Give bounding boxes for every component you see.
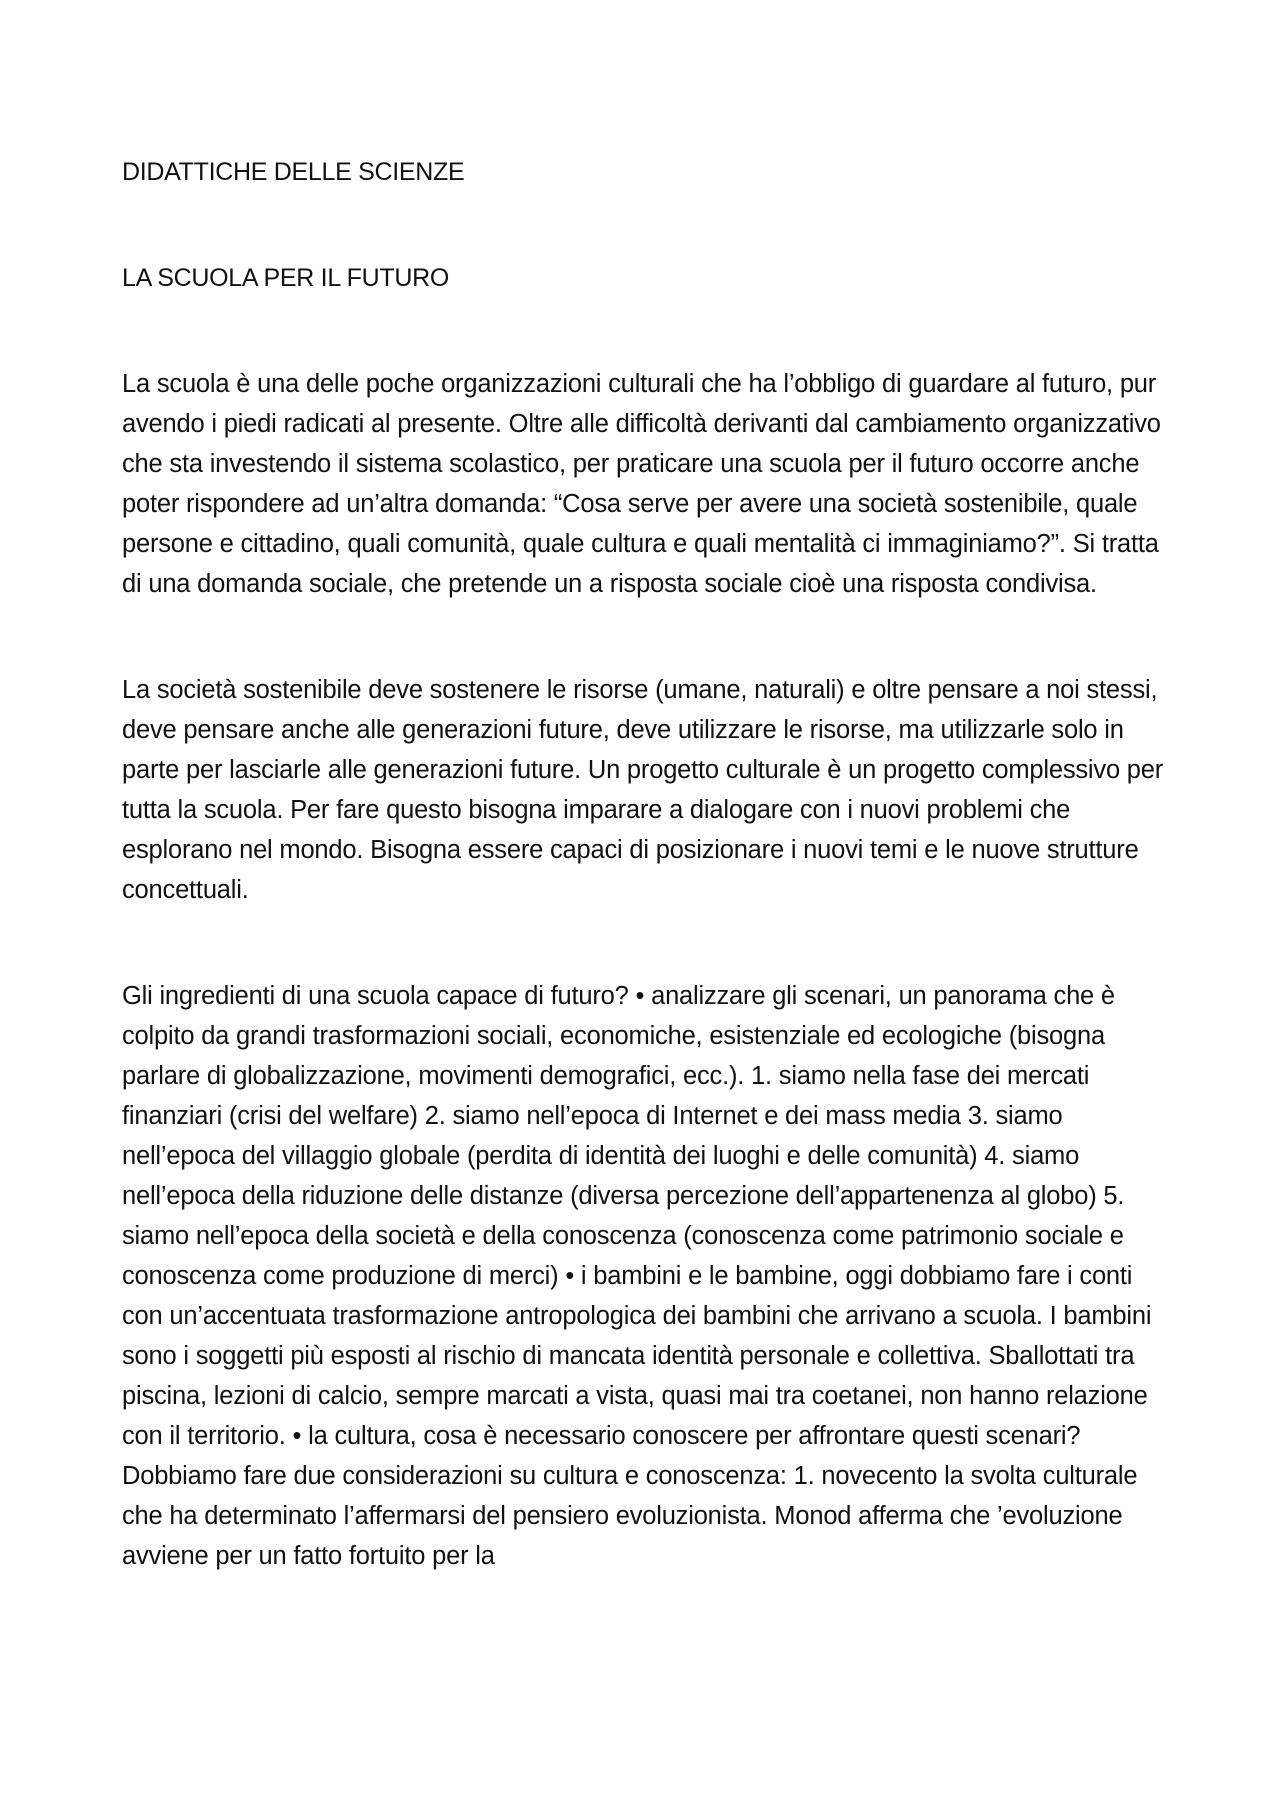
paragraph: La scuola è una delle poche organizzazioni culturali che ha l’obbligo di guardare al futuro, pur avendo i piedi radicati al presente. Oltre alle difficoltà derivanti dal cambiamento organizzativo che sta investendo il sistema scolastico, per praticare una scuola per il futuro occorre anche poter rispondere ad un’altra domanda: “Cosa serve per avere una società sostenibile, quale persone e cittadino, quali comunità, quale cultura e quali mentalità ci immaginiamo?”. Si tratta di una domanda sociale, che pretende un a risposta sociale cioè una risposta condivisa. (122, 370, 1161, 598)
section-title: LA SCUOLA PER IL FUTURO (122, 264, 449, 292)
document-page (122, 152, 1172, 1576)
document-title: DIDATTICHE DELLE SCIENZE (122, 158, 465, 186)
paragraph: Gli ingredienti di una scuola capace di futuro? • analizzare gli scenari, un panorama che è colpito da grandi trasformazioni sociali, economiche, esistenziale ed ecologiche (bisogna parlare di globalizzazione, movimenti demografici, ecc.). 1. siamo nella fase dei mercati finanziari (crisi del welfare) 2. siamo nell’epoca di Internet e dei mass media 3. siamo nell’epoca del villaggio globale (perdita di identità dei luoghi e delle comunità) 4. siamo nell’epoca della riduzione delle distanze (diversa percezione dell’appartenenza al globo) 5. siamo nell’epoca della società e della conoscenza (conoscenza come patrimonio sociale e conoscenza come produzione di merci) • i bambini e le bambine, oggi dobbiamo fare i conti con un’accentuata trasformazione antropologica dei bambini che arrivano a scuola. I bambini sono i soggetti più esposti al rischio di mancata identità personale e collettiva. Sballottati tra piscina, lezioni di calcio, sempre marcati a vista, quasi mai tra coetanei, non hanno relazione con il territorio. • la cultura, cosa è necessario conoscere per affrontare questi scenari? Dobbiamo fare due considerazioni su cultura e conoscenza: 1. novecento la svolta culturale che ha determinato l’affermarsi del pensiero evoluzionista. Monod afferma che ’evoluzione avviene per un fatto fortuito per la (122, 982, 1152, 1570)
paragraph: La società sostenibile deve sostenere le risorse (umane, naturali) e oltre pensare a noi stessi, deve pensare anche alle generazioni future, deve utilizzare le risorse, ma utilizzarle solo in parte per lasciarle alle generazioni future. Un progetto culturale è un progetto complessivo per tutta la scuola. Per fare questo bisogna imparare a dialogare con i nuovi problemi che esplorano nel mondo. Bisogna essere capaci di posizionare i nuovi temi e le nuove strutture concettuali. (122, 676, 1164, 904)
